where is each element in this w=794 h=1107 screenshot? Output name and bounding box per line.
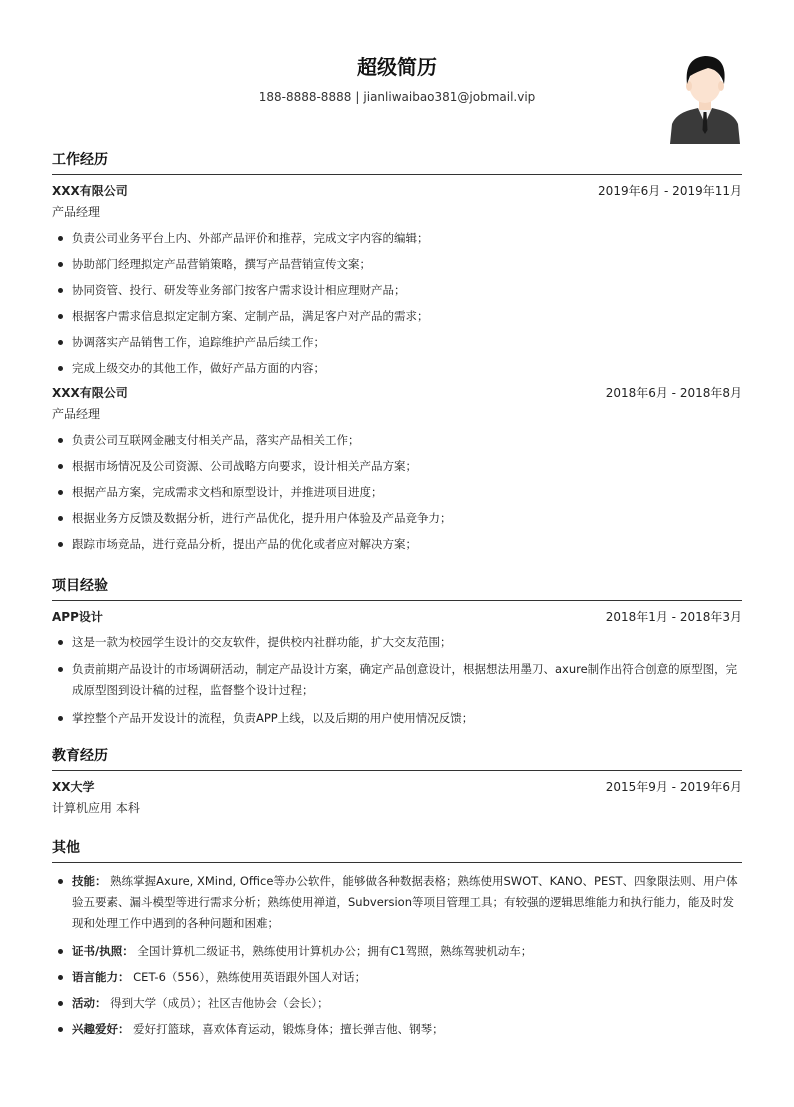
resume-page [52, 0, 742, 1107]
list-item: 这是一款为校园学生设计的交友软件，提供校内社群功能，扩大交友范围； [52, 629, 742, 655]
candidate-name: 超级简历 [357, 55, 437, 79]
list-item: 协同资管、投行、研发等业务部门按客户需求设计相应理财产品； [52, 277, 742, 303]
list-item: 负责前期产品设计的市场调研活动，制定产品设计方案，确定产品创意设计，根据想法用墨刀、axure制作出符合创意的原型图，完成原型图到设计稿的过程，监督整个设计过程； [52, 655, 742, 705]
project-duty-list [52, 629, 742, 731]
bullet-dot-icon [58, 879, 63, 884]
contact-separator: | [355, 90, 360, 104]
contact-line [52, 88, 742, 106]
list-item: 协调落实产品销售工作，追踪维护产品后续工作； [52, 329, 742, 355]
date-range: 2015年9月 - 2019年6月 [605, 780, 742, 794]
company-name: XXX有限公司 [52, 184, 128, 198]
project-section [52, 576, 742, 731]
list-item: 根据业务方反馈及数据分析，进行产品优化，提升用户体验及产品竞争力； [52, 505, 742, 531]
hobbies-item: 兴趣爱好： 爱好打篮球，喜欢体育运动，锻炼身体；擅长弹吉他、钢琴； [52, 1016, 742, 1042]
activities-item: 活动： 得到大学（成员）；社区吉他协会（会长）； [52, 990, 742, 1016]
project-name: APP设计 [52, 610, 103, 624]
bullet-dot-icon [58, 314, 63, 319]
section-title: 其他 [52, 838, 742, 863]
phone-number: 188-8888-8888 [258, 90, 352, 104]
resume-header [52, 52, 742, 112]
date-range: 2019年6月 - 2019年11月 [598, 184, 742, 198]
bullet-dot-icon [58, 716, 63, 721]
skills-item: 技能： 熟练掌握Axure, XMind, Office等办公软件，能够做各种数据表格；熟练使用SWOT、KANO、PEST、四象限法则、用户体验五要素、漏斗模型等进行需求分析；熟练使用禅道，Subversion等项目管理工具；有较强的逻辑思维能力和执行能力，能及时发现和处理工作中遇到的各种问题和困难； [52, 867, 742, 938]
list-item: 根据客户需求信息拟定定制方案、定制产品，满足客户对产品的需求； [52, 303, 742, 329]
bullet-dot-icon [58, 288, 63, 293]
date-range: 2018年1月 - 2018年3月 [605, 610, 742, 624]
bullet-dot-icon [58, 438, 63, 443]
job-title: 产品经理 [52, 407, 101, 421]
job-title: 产品经理 [52, 205, 101, 219]
section-title: 教育经历 [52, 746, 742, 771]
email-address: jianliwaibao381@jobmail.vip [363, 90, 536, 104]
duty-list [52, 225, 742, 381]
school-name: XX大学 [52, 780, 95, 794]
date-range: 2018年6月 - 2018年8月 [605, 386, 742, 400]
bullet-dot-icon [58, 949, 63, 954]
avatar-photo-icon [668, 44, 742, 144]
list-item: 根据产品方案，完成需求文档和原型设计，并推进项目进度； [52, 479, 742, 505]
duty-list [52, 427, 742, 557]
bullet-dot-icon [58, 975, 63, 980]
section-title: 项目经验 [52, 576, 742, 601]
list-item: 完成上级交办的其他工作，做好产品方面的内容； [52, 355, 742, 381]
other-list [52, 867, 742, 1042]
bullet-dot-icon [58, 667, 63, 672]
work-entry-2 [52, 381, 742, 557]
bullet-dot-icon [58, 236, 63, 241]
bullet-dot-icon [58, 262, 63, 267]
language-item: 语言能力： CET-6（556），熟练使用英语跟外国人对话； [52, 964, 742, 990]
other-section [52, 838, 742, 1042]
section-title: 工作经历 [52, 150, 742, 175]
bullet-dot-icon [58, 490, 63, 495]
bullet-dot-icon [58, 516, 63, 521]
work-section [52, 150, 742, 557]
major-degree: 计算机应用 本科 [52, 801, 140, 815]
bullet-dot-icon [58, 542, 63, 547]
company-name: XXX有限公司 [52, 386, 128, 400]
list-item: 协助部门经理拟定产品营销策略，撰写产品营销宣传文案； [52, 251, 742, 277]
bullet-dot-icon [58, 366, 63, 371]
list-item: 跟踪市场竞品，进行竞品分析，提出产品的优化或者应对解决方案； [52, 531, 742, 557]
bullet-dot-icon [58, 640, 63, 645]
list-item: 负责公司互联网金融支付相关产品，落实产品相关工作； [52, 427, 742, 453]
education-section [52, 746, 742, 821]
list-item: 根据市场情况及公司资源、公司战略方向要求，设计相关产品方案； [52, 453, 742, 479]
bullet-dot-icon [58, 1001, 63, 1006]
certificates-item: 证书/执照： 全国计算机二级证书，熟练使用计算机办公；拥有C1驾照，熟练驾驶机动车； [52, 938, 742, 964]
bullet-dot-icon [58, 464, 63, 469]
work-entry-1 [52, 179, 742, 381]
bullet-dot-icon [58, 340, 63, 345]
list-item: 掌控整个产品开发设计的流程，负责APP上线，以及后期的用户使用情况反馈； [52, 705, 742, 731]
list-item: 负责公司业务平台上内、外部产品评价和推荐，完成文字内容的编辑； [52, 225, 742, 251]
bullet-dot-icon [58, 1027, 63, 1032]
